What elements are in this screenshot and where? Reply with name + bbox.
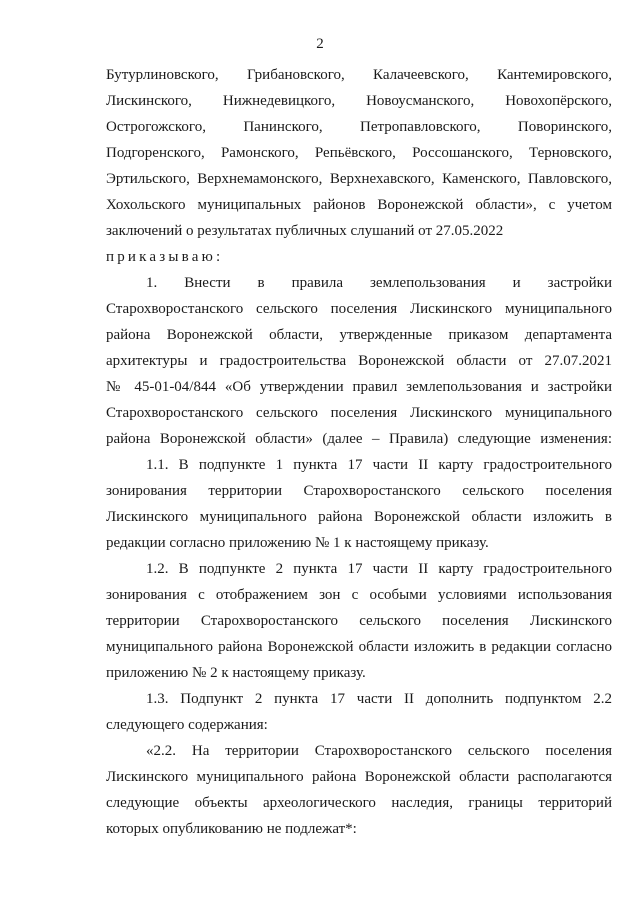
text-line: следующие объекты археологического наследия, границы территорий — [106, 795, 612, 811]
text-line: Лискинского муниципального района Воронежской области располагаются — [106, 769, 612, 785]
page-number: 2 — [316, 36, 324, 52]
text-line: района Воронежской области, утвержденные приказом департамента — [106, 327, 612, 343]
text-line: Старохворостанского сельского поселения Лискинского муниципального — [106, 405, 612, 421]
text-line: зонирования с отображением зон с особыми условиями использования — [106, 587, 612, 603]
text-line: Хохольского муниципальных районов Воронежской области», с учетом — [106, 197, 612, 213]
text-line: муниципального района Воронежской области изложить в редакции согласно — [106, 639, 612, 655]
text-line: Острогожского, Панинского, Петропавловского, Поворинского, — [106, 119, 612, 135]
intro-paragraph — [106, 62, 612, 244]
paragraph-2-2 — [106, 738, 612, 842]
text-line: которых опубликованию не подлежат*: — [106, 821, 357, 837]
paragraph-1-1 — [106, 452, 612, 556]
text-line: Эртильского, Верхнемамонского, Верхнехавского, Каменского, Павловского, — [106, 171, 612, 187]
text-line: зонирования территории Старохворостанского сельского поселения — [106, 483, 612, 499]
text-line: следующего содержания: — [106, 717, 268, 733]
text-line: 1.2. В подпункте 2 пункта 17 части II карту градостроительного — [146, 561, 612, 577]
text-line: приложению № 2 к настоящему приказу. — [106, 665, 366, 681]
text-line: 1.3. Подпункт 2 пункта 17 части II дополнить подпунктом 2.2 — [146, 691, 612, 707]
text-line: Лискинского, Нижнедевицкого, Новоусманского, Новохопёрского, — [106, 93, 612, 109]
text-line: района Воронежской области» (далее – Правила) следующие изменения: — [106, 431, 612, 447]
text-line: Подгоренского, Рамонского, Репьёвского, Россошанского, Терновского, — [106, 145, 612, 161]
text-line: редакции согласно приложению № 1 к настоящему приказу. — [106, 535, 489, 551]
text-line: Старохворостанского сельского поселения Лискинского муниципального — [106, 301, 612, 317]
text-line: заключений о результатах публичных слушаний от 27.05.2022 — [106, 223, 504, 239]
text-line: Бутурлиновского, Грибановского, Калачеевского, Кантемировского, — [106, 67, 612, 83]
text-line: архитектуры и градостроительства Воронежской области от 27.07.2021 — [106, 353, 612, 369]
text-line: «2.2. На территории Старохворостанского сельского поселения — [146, 743, 612, 759]
text-line: территории Старохворостанского сельского поселения Лискинского — [106, 613, 612, 629]
text-line: № 45-01-04/844 «Об утверждении правил землепользования и застройки — [106, 379, 612, 395]
paragraph-1 — [106, 270, 612, 452]
paragraph-1-2 — [106, 556, 612, 686]
text-line: 1.1. В подпункте 1 пункта 17 части II карту градостроительного — [146, 457, 612, 473]
paragraph-1-3 — [106, 686, 612, 738]
document-body — [106, 62, 612, 842]
text-line: Лискинского муниципального района Воронежской области изложить в — [106, 509, 612, 525]
text-line: 1. Внести в правила землепользования и застройки — [146, 275, 612, 291]
order-word: приказываю: — [106, 249, 224, 265]
